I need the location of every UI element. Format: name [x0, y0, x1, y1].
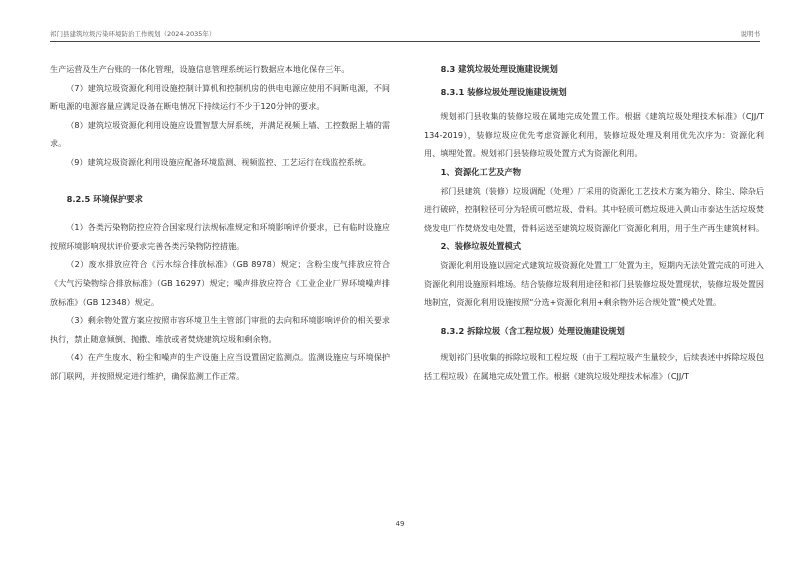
- section-heading-8-3-1: 8.3.1 装修垃圾处理设施建设规划: [440, 86, 567, 97]
- header-doc-type: 说明书: [740, 30, 760, 38]
- section-heading-8-3: 8.3 建筑垃圾处理设施建设规划: [440, 64, 558, 74]
- paragraph-demolition-waste-plan: 规划祁门县收集的拆除垃圾和工程垃圾（由于工程垃圾产生量较少，后续表述中拆除垃圾包括工程垃圾）在属地完成处置工作。根据《建筑垃圾处理技术标准》（CJJ/T: [424, 352, 764, 381]
- paragraph-smart-screen: （8）建筑垃圾资源化利用设施应设置智慧大屏系统，并满足视频上墙、工控数据上墙的需求。: [50, 119, 390, 149]
- paragraph-monitoring-points: （4）在产生废水、粉尘和噪声的生产设施上应当设置固定监测点。监测设施应与环境保护部门联网，并按照规定进行维护，确保监测工作正常。: [50, 352, 390, 381]
- subheading-process-products: 1、资源化工艺及产物: [440, 166, 522, 177]
- paragraph-disposal-mode: 资源化利用设施以固定式建筑垃圾资源化处置工厂处置为主，短期内无法处置完成的可进入资源化利用设施原料堆场。结合装修垃圾利用途径和祁门县装修垃圾处置现状，装修垃圾处置因地制宜，资源化利用设施按照“分选+资源化利用+剩余物外运合规处置”模式处置。: [424, 259, 764, 308]
- subheading-disposal-mode: 2、装修垃圾处置模式: [440, 241, 522, 252]
- paragraph-process-description: 祁门县建筑（装修）垃圾调配（处理）厂采用的资源化工艺技术方案为箱分、除尘、除杂后进行破碎，控制粒径可分为轻质可燃垃圾、骨料。其中轻质可燃垃圾进入黄山市泰达生活垃圾焚烧发电厂作焚烧发电处置，骨料运送至建筑垃圾资源化厂资源化利用，用于生产再生建筑材料。: [424, 185, 764, 233]
- paragraph-monitoring-systems: （9）建筑垃圾资源化利用设施应配备环境监测、视频监控、工艺运行在线监控系统。: [66, 156, 371, 167]
- paragraph-continuation: 生产运营及生产台账的一体化管理，设施信息管理系统运行数据应本地化保存三年。: [50, 64, 350, 74]
- section-heading-8-3-2: 8.3.2 拆除垃圾（含工程垃圾）处理设施建设规划: [440, 325, 625, 336]
- paragraph-ups-requirement: （7）建筑垃圾资源化利用设施控制计算机和控制机房的供电电源应使用不间断电源，不间断电源的电源容量应满足设备在断电情况下持续运行不少于120分钟的要求。: [50, 82, 390, 112]
- left-column: [50, 60, 390, 386]
- paragraph-residue-disposal: （3）剩余物处置方案应按照市容环境卫生主管部门审批的去向和环境影响评价的相关要求执行，禁止随意倾倒、抛撒、堆放或者焚烧建筑垃圾和剩余物。: [50, 315, 390, 344]
- header-title: 祁门县建筑垃圾污染环境防治工作规划（2024-2035年）: [50, 30, 216, 38]
- paragraph-emission-standards: （2）废水排放应符合《污水综合排放标准》（GB 8978）规定；含粉尘废气排放应符合《大气污染物综合排放标准》（GB 16297）规定；噪声排放应符合《工业企业厂界环境噪声排放标准》（GB 12348）规定。: [50, 259, 390, 307]
- header-divider: [50, 41, 760, 42]
- section-heading-8-2-5: 8.2.5 环境保护要求: [66, 193, 143, 204]
- right-column: [424, 60, 764, 386]
- page-number: 49: [395, 520, 405, 528]
- paragraph-pollution-control: （1）各类污染物防控应符合国家现行法规标准规定和环境影响评价要求，已有临时设施应按照环境影响现状评价要求完善各类污染物防控措施。: [50, 222, 390, 251]
- paragraph-renovation-waste-plan: 规划祁门县收集的装修垃圾在属地完成处置工作。根据《建筑垃圾处理技术标准》（CJJ/T 134-2019），装修垃圾应优先考虑资源化利用，装修垃圾处理及利用优先次序为：资源化利用、填埋处置。规划祁门县装修垃圾处置方式为资源化利用。: [424, 111, 764, 159]
